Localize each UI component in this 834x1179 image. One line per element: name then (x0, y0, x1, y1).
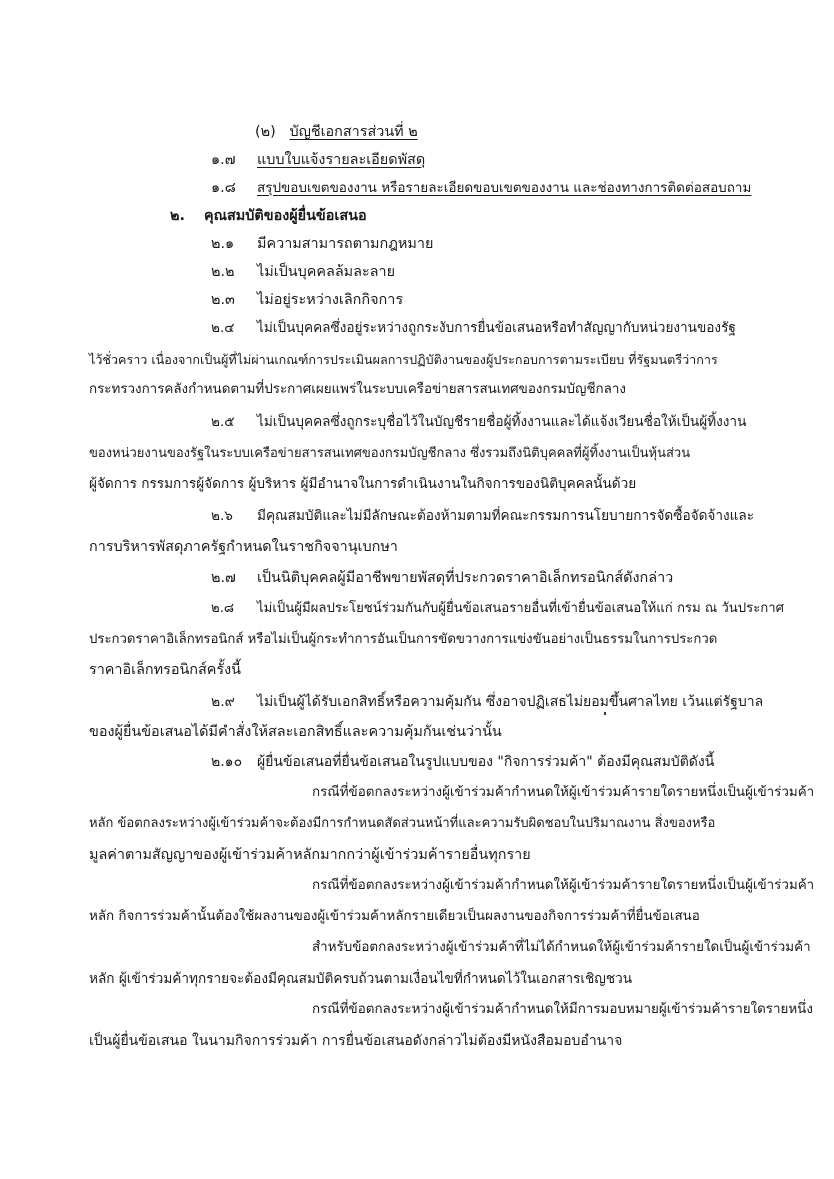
item-2-9-line-2: ของผู้ยื่นข้อเสนอได้มีคำสั่งให้สละเอกสิทธิ์และความคุ้มกันเช่นว่านั้น (89, 724, 502, 740)
item-2-6-line-2: การบริหารพัสดุภาครัฐกำหนดในราชกิจจานุเบกษา (89, 539, 398, 555)
item-2-8 (211, 599, 784, 619)
item-number: ๒.๑๐ (211, 754, 243, 770)
item-text: ไม่อยู่ระหว่างเลิกกิจการ (257, 292, 404, 308)
item-2-1 (211, 234, 433, 254)
item-number: ๒.๕ (211, 414, 235, 430)
item-text-line-1: ไม่เป็นผู้ได้รับเอกสิทธิ์หรือความคุ้มกัน ซึ่งอาจปฏิเสธไม่ยอมขึ้นศาลไทย เว้นแต่รัฐบาล (257, 694, 764, 710)
section-2-heading (170, 206, 367, 226)
item-number: ๒.๗ (211, 570, 236, 586)
item-text: ไม่เป็นบุคคลล้มละลาย (257, 264, 396, 280)
jv-case-2-line-2: หลัก กิจการร่วมค้านั้นต้องใช้ผลงานของผู้เข้าร่วมค้าหลักรายเดียวเป็นผลงานของกิจการร่วมค้าที่ยื่นข้อเสนอ (89, 909, 700, 924)
part2-number: (๒) (255, 124, 276, 140)
jv-case-1-line-3: มูลค่าตามสัญญาของผู้เข้าร่วมค้าหลักมากกว่าผู้เข้าร่วมค้ารายอื่นทุกราย (89, 847, 531, 863)
item-2-10 (211, 752, 714, 772)
item-text: แบบใบแจ้งรายละเอียดพัสดุ (257, 152, 426, 168)
item-2-8-line-2: ประกวดราคาอิเล็กทรอนิกส์ หรือไม่เป็นผู้กระทำการอันเป็นการขัดขวางการแข่งขันอย่างเป็นธรรมในการประกวด (89, 632, 718, 647)
jv-case-3-line-2: หลัก ผู้เข้าร่วมค้าทุกรายจะต้องมีคุณสมบัติครบถ้วนตามเงื่อนไขที่กำหนดไว้ในเอกสารเชิญชวน (89, 971, 633, 987)
item-2-5-line-3: ผู้จัดการ กรรมการผู้จัดการ ผู้บริหาร ผู้มีอำนาจในการดำเนินงานในกิจการของนิติบุคคลนั้นด้วย (89, 476, 637, 492)
item-2-7 (211, 568, 673, 588)
item-text-line-1: ไม่เป็นบุคคลซึ่งถูกระบุชื่อไว้ในบัญชีรายชื่อผู้ทิ้งงานและได้แจ้งเวียนชื่อให้เป็นผู้ทิ้งงาน (257, 414, 747, 430)
jv-case-4-line-2: เป็นผู้ยื่นข้อเสนอ ในนามกิจการร่วมค้า การยื่นข้อเสนอดังกล่าวไม่ต้องมีหนังสือมอบอำนาจ (89, 1033, 623, 1049)
item-number: ๑.๘ (211, 180, 236, 196)
item-2-5 (211, 412, 746, 432)
item-2-3 (211, 290, 403, 310)
item-text-line-1: มีคุณสมบัติและไม่มีลักษณะต้องห้ามตามที่คณะกรรมการนโยบายการจัดซื้อจัดจ้างและ (257, 508, 755, 524)
item-2-4-line-2: ไว้ชั่วคราว เนื่องจากเป็นผู้ที่ไม่ผ่านเกณฑ์การประเมินผลการปฏิบัติงานของผู้ประกอบการตามระเบียบ ที่รัฐมนตรีว่าการ (89, 352, 718, 367)
jv-case-4-line-1: กรณีที่ข้อตกลงระหว่างผู้เข้าร่วมค้ากำหนดให้มีการมอบหมายผู้เข้าร่วมค้ารายใดรายหนึ่ง (312, 1002, 813, 1017)
item-number: ๒.๙ (211, 694, 235, 710)
scan-speck (604, 712, 606, 715)
jv-case-1-line-2: หลัก ข้อตกลงระหว่างผู้เข้าร่วมค้าจะต้องมีการกำหนดสัดส่วนหน้าที่และความรับผิดชอบในปริมาณงาน สิ่งของหรือ (89, 816, 716, 831)
item-number: ๒.๖ (211, 508, 233, 524)
item-text-line-1: ไม่เป็นผู้มีผลประโยชน์ร่วมกันกับผู้ยื่นข้อเสนอรายอื่นที่เข้ายื่นข้อเสนอให้แก่ กรม ณ วันประกาศ (257, 601, 785, 616)
item-2-5-line-2: ของหน่วยงานของรัฐในระบบเครือข่ายสารสนเทศของกรมบัญชีกลาง ซึ่งรวมถึงนิติบุคคลที่ผู้ทิ้งงานเป็นหุ้นส่วน (89, 446, 691, 461)
item-text-line-1: ไม่เป็นบุคคลซึ่งอยู่ระหว่างถูกระงับการยื่นข้อเสนอหรือทำสัญญากับหน่วยงานของรัฐ (257, 320, 736, 336)
section-number: ๒. (170, 208, 185, 224)
part2-heading (255, 122, 418, 142)
item-text: เป็นนิติบุคคลผู้มีอาชีพขายพัสดุที่ประกวดราคาอิเล็กทรอนิกส์ดังกล่าว (257, 570, 674, 586)
item-2-9 (211, 692, 763, 712)
part2-title: บัญชีเอกสารส่วนที่ ๒ (289, 124, 418, 140)
item-1-7 (211, 150, 425, 170)
item-2-6 (211, 506, 754, 526)
item-2-8-line-3: ราคาอิเล็กทรอนิกส์ครั้งนี้ (89, 662, 242, 678)
item-number: ๑.๗ (211, 152, 236, 168)
item-number: ๒.๓ (211, 292, 235, 308)
section-title: คุณสมบัติของผู้ยื่นข้อเสนอ (204, 208, 367, 224)
item-number: ๒.๔ (211, 320, 235, 336)
item-text: มีความสามารถตามกฎหมาย (257, 236, 434, 252)
item-number: ๒.๘ (211, 601, 235, 616)
item-2-4-line-3: กระทรวงการคลังกำหนดตามที่ประกาศเผยแพร่ในระบบเครือข่ายสารสนเทศของกรมบัญชีกลาง (89, 382, 626, 397)
item-text: สรุปขอบเขตของงาน หรือรายละเอียดขอบเขตของงาน และช่องทางการติดต่อสอบถาม (257, 180, 752, 196)
jv-case-1-line-1: กรณีที่ข้อตกลงระหว่างผู้เข้าร่วมค้ากำหนดให้ผู้เข้าร่วมค้ารายใดรายหนึ่งเป็นผู้เข้าร่วมค้า (312, 785, 815, 800)
item-1-8 (211, 178, 751, 198)
item-number: ๒.๒ (211, 264, 235, 280)
item-2-4 (211, 318, 736, 338)
item-text-line-1: ผู้ยื่นข้อเสนอที่ยื่นข้อเสนอในรูปแบบของ "กิจการร่วมค้า" ต้องมีคุณสมบัติดังนี้ (257, 754, 715, 770)
jv-case-2-line-1: กรณีที่ข้อตกลงระหว่างผู้เข้าร่วมค้ากำหนดให้ผู้เข้าร่วมค้ารายใดรายหนึ่งเป็นผู้เข้าร่วมค้า (312, 878, 815, 893)
item-number: ๒.๑ (211, 236, 235, 252)
item-2-2 (211, 262, 395, 282)
jv-case-3-line-1: สำหรับข้อตกลงระหว่างผู้เข้าร่วมค้าที่ไม่ได้กำหนดให้ผู้เข้าร่วมค้ารายใดเป็นผู้เข้าร่วมค้า (312, 940, 811, 955)
